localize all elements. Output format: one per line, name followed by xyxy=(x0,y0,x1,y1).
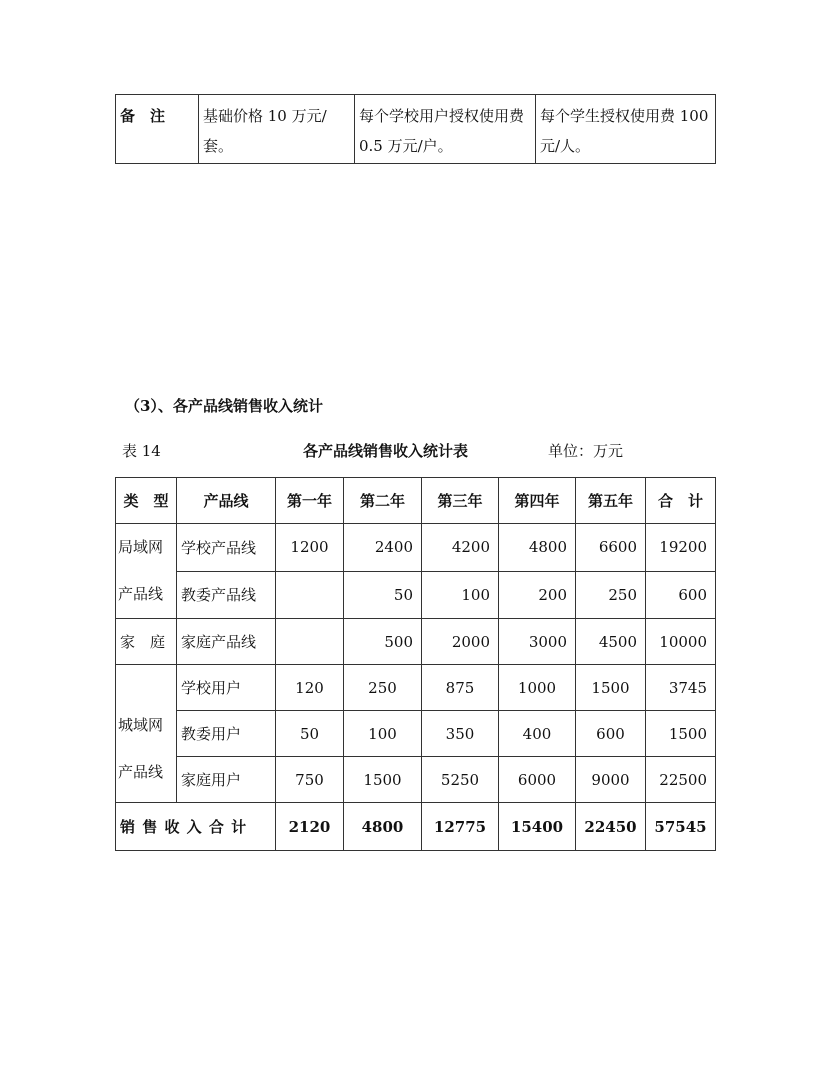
group-label: 局域网 xyxy=(118,538,164,556)
value-cell: 600 xyxy=(646,571,716,619)
line-cell: 家庭用户 xyxy=(177,757,276,803)
value-cell xyxy=(276,619,344,665)
note-cell: 每个学校用户授权使用费 0.5 万元/户。 xyxy=(355,95,536,164)
value-cell: 50 xyxy=(344,571,422,619)
total-value: 12775 xyxy=(422,803,499,851)
table-row xyxy=(116,711,716,757)
table-number: 表 14 xyxy=(122,442,161,460)
table-row xyxy=(116,571,716,619)
value-cell: 22500 xyxy=(646,757,716,803)
value-cell: 600 xyxy=(576,711,646,757)
line-cell: 学校用户 xyxy=(177,665,276,711)
total-label: 销 售 收 入 合 计 xyxy=(116,803,276,851)
value-cell: 6600 xyxy=(576,524,646,572)
value-cell: 19200 xyxy=(646,524,716,572)
value-cell: 3000 xyxy=(499,619,576,665)
value-cell: 6000 xyxy=(499,757,576,803)
value-cell: 9000 xyxy=(576,757,646,803)
value-cell: 1500 xyxy=(344,757,422,803)
line-cell: 学校产品线 xyxy=(177,524,276,572)
column-header: 第一年 xyxy=(276,478,344,524)
value-cell: 120 xyxy=(276,665,344,711)
value-cell: 4200 xyxy=(422,524,499,572)
column-header: 类 型 xyxy=(116,478,177,524)
total-value: 2120 xyxy=(276,803,344,851)
column-header: 第二年 xyxy=(344,478,422,524)
group-wan xyxy=(116,665,177,803)
value-cell: 1200 xyxy=(276,524,344,572)
total-value: 15400 xyxy=(499,803,576,851)
value-cell: 1000 xyxy=(499,665,576,711)
group-label: 产品线 xyxy=(118,762,164,781)
table-unit: 单位：万元 xyxy=(548,442,624,460)
value-cell: 50 xyxy=(276,711,344,757)
note-table xyxy=(115,94,716,164)
value-cell: 10000 xyxy=(646,619,716,665)
value-cell: 250 xyxy=(576,571,646,619)
value-cell: 100 xyxy=(344,711,422,757)
value-cell: 2000 xyxy=(422,619,499,665)
value-cell: 2400 xyxy=(344,524,422,572)
column-header: 产品线 xyxy=(177,478,276,524)
column-header: 第三年 xyxy=(422,478,499,524)
group-home: 家 庭 xyxy=(116,619,177,665)
value-cell: 400 xyxy=(499,711,576,757)
value-cell: 5250 xyxy=(422,757,499,803)
sales-table xyxy=(115,477,716,851)
line-cell: 家庭产品线 xyxy=(177,619,276,665)
header-row xyxy=(116,478,716,524)
section-heading: （3）、各产品线销售收入统计 xyxy=(125,397,323,415)
value-cell: 100 xyxy=(422,571,499,619)
column-header: 第五年 xyxy=(576,478,646,524)
table-row xyxy=(116,665,716,711)
note-cell: 基础价格 10 万元/套。 xyxy=(199,95,355,164)
group-label: 产品线 xyxy=(118,585,164,603)
value-cell: 250 xyxy=(344,665,422,711)
table-row xyxy=(116,619,716,665)
value-cell: 350 xyxy=(422,711,499,757)
value-cell: 875 xyxy=(422,665,499,711)
group-label: 城域网 xyxy=(118,715,164,734)
column-header: 合 计 xyxy=(646,478,716,524)
total-value: 22450 xyxy=(576,803,646,851)
value-cell: 1500 xyxy=(576,665,646,711)
value-cell xyxy=(276,571,344,619)
total-value: 57545 xyxy=(646,803,716,851)
column-header: 第四年 xyxy=(499,478,576,524)
note-cell: 每个学生授权使用费 100 元/人。 xyxy=(536,95,716,164)
group-lan xyxy=(116,524,177,619)
table-row xyxy=(116,757,716,803)
line-cell: 教委用户 xyxy=(177,711,276,757)
value-cell: 500 xyxy=(344,619,422,665)
note-label: 备 注 xyxy=(116,95,199,164)
value-cell: 4800 xyxy=(499,524,576,572)
table-title: 各产品线销售收入统计表 xyxy=(303,442,469,460)
line-cell: 教委产品线 xyxy=(177,571,276,619)
value-cell: 750 xyxy=(276,757,344,803)
total-value: 4800 xyxy=(344,803,422,851)
value-cell: 1500 xyxy=(646,711,716,757)
value-cell: 200 xyxy=(499,571,576,619)
value-cell: 3745 xyxy=(646,665,716,711)
table-row xyxy=(116,524,716,572)
table-row xyxy=(116,95,716,164)
total-row xyxy=(116,803,716,851)
value-cell: 4500 xyxy=(576,619,646,665)
